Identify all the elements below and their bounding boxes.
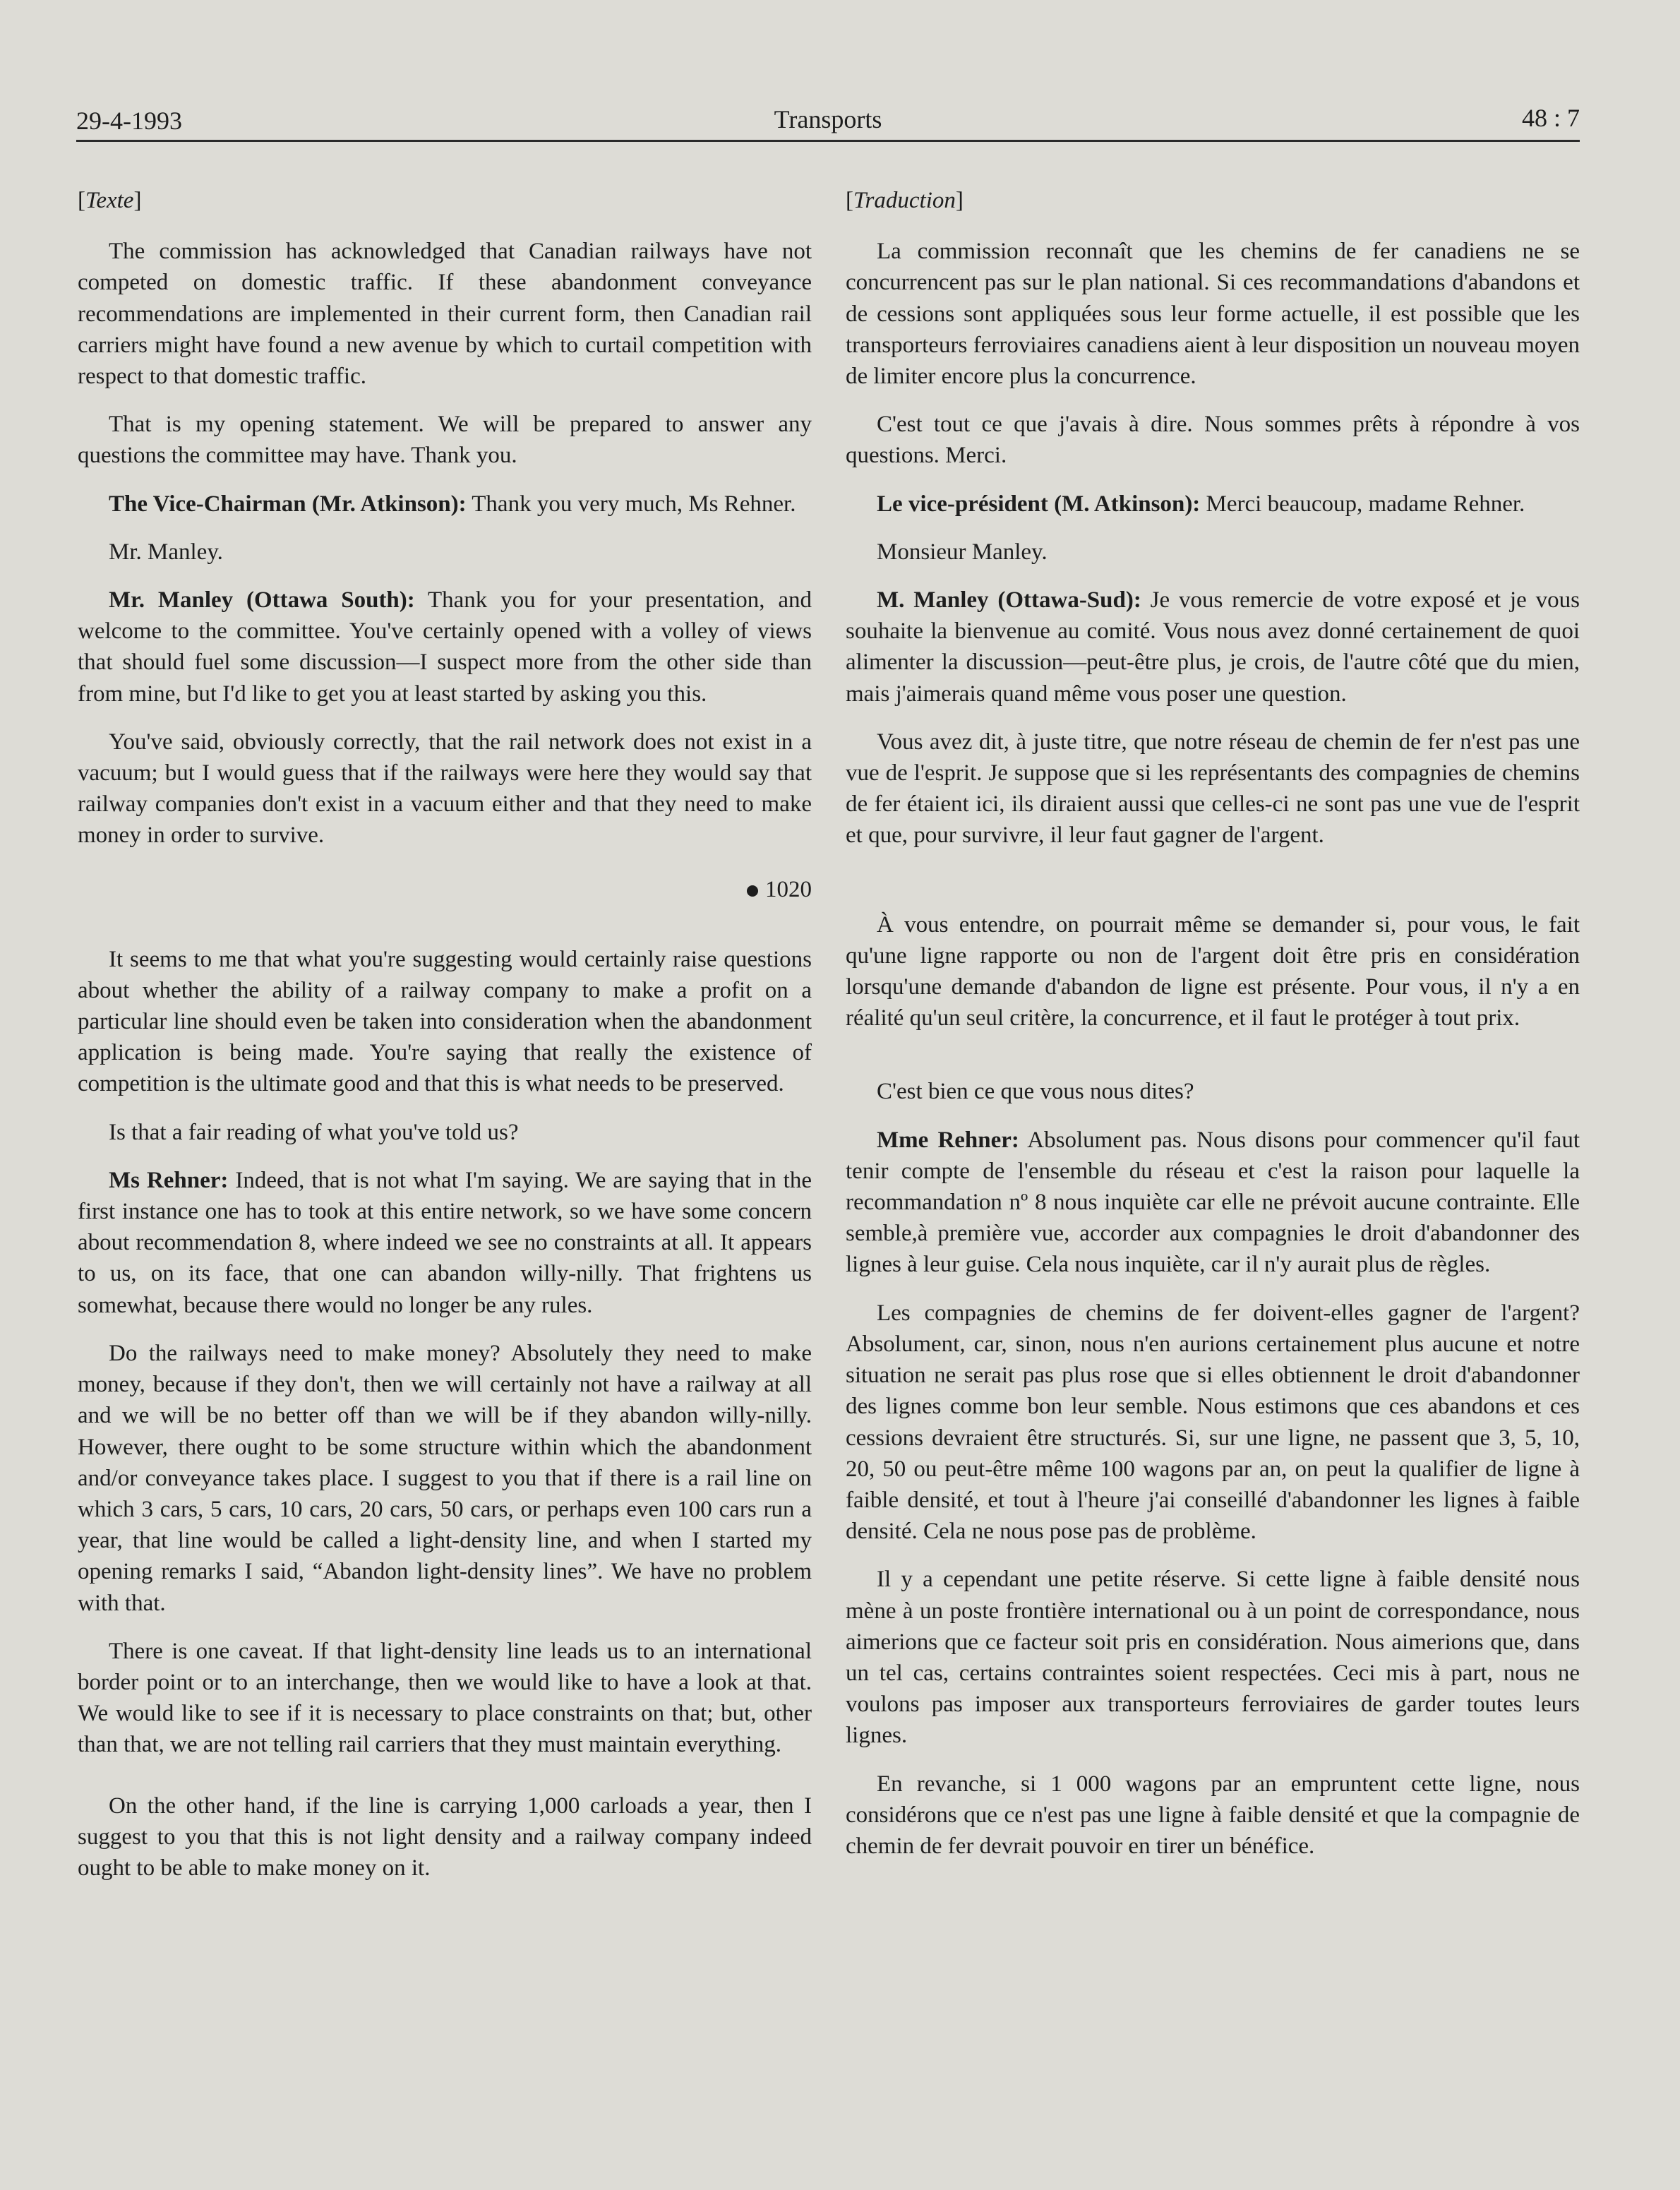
paragraph: On the other hand, if the line is carrying 1,000 carloads a year, then I suggest to you that this is not light density and a railway company indeed ought to be able to make money on it. — [78, 1793, 812, 1881]
paragraph: Is that a fair reading of what you've told us? — [109, 1119, 519, 1145]
header-date: 29-4-1993 — [76, 107, 182, 135]
paragraph: It seems to me that what you're suggesting would certainly raise questions about whether the ability of a railway company to make a profit on a particular line should even be taken into consideration when the abandonment application is being made. You're saying that really the existence of competition is the ultimate good and that this is what needs to be preserved. — [78, 946, 812, 1097]
speaker-paragraph: Mme Rehner: Absolument pas. Nous disons pour commencer qu'il faut tenir compte de l'ensemble du réseau et c'est la raison pour laquelle la recommandation nº 8 nous inquiète car elle ne prévoit aucune contrainte. Elle semble,à première vue, accorder aux compagnies le droit d'abandonner des lignes à leur guise. Cela nous inquiète, car il n'y aurait plus de règles. — [846, 1127, 1580, 1278]
english-column — [78, 185, 812, 1901]
paragraph: À vous entendre, on pourrait même se demander si, pour vous, le fait qu'une ligne rapporte ou non de l'argent doit être pris en considération lorsqu'une demande d'abandon de ligne est présente. Pour vous, il n'y a en réalité qu'un seul critère, la concurrence, et il faut le protéger à tout prix. — [846, 911, 1580, 1031]
paragraph: Monsieur Manley. — [877, 539, 1048, 565]
speaker-name: Le vice-président (M. Atkinson): — [877, 491, 1201, 517]
paragraph: Do the railways need to make money? Absolutely they need to make money, because if they don't, then we will certainly not have a railway at all and we will be no better off than we will be if they abandon willy-nilly. However, there ought to be some structure within which the abandonment and/or conveyance takes place. I suggest to you that if there is a rail line on which 3 cars, 5 cars, 10 cars, 20 cars, 50 cars, or perhaps even 100 cars run a year, that line would be called a light-density line, and when I started my opening remarks I said, “Abandon light-density lines”. We have no problem with that. — [78, 1340, 812, 1616]
language-tag: [Traduction] — [846, 188, 964, 213]
speaker-name: Mme Rehner: — [877, 1127, 1019, 1153]
paragraph: Vous avez dit, à juste titre, que notre réseau de chemin de fer n'est pas une vue de l'esprit. Je suppose que si les représentants des compagnies de chemins de fer étaient ici, ils diraient aussi que celles-ci ne sont pas une vue de l'esprit et que, pour survivre, il leur faut gagner de l'argent. — [846, 729, 1580, 849]
running-header — [76, 90, 1580, 142]
paragraph: You've said, obviously correctly, that the rail network does not exist in a vacuum; but I would guess that if the railways were here they would say that railway companies don't exist in a vacuum either and that they need to make money in order to survive. — [78, 729, 812, 849]
paragraph: The commission has acknowledged that Canadian railways have not competed on domestic traffic. If these abandonment conveyance recommendations are implemented in their current form, then Canadian rail carriers might have found a new avenue by which to curtail competition with respect to that domestic traffic. — [78, 239, 812, 390]
time-marker: 1020 — [78, 877, 812, 903]
paragraph: C'est bien ce que vous nous dites? — [877, 1079, 1194, 1105]
speaker-paragraph: Ms Rehner: Indeed, that is not what I'm saying. We are saying that in the first instance one has to took at this entire network, so we have some concern about recommendation 8, where indeed we see no constraints at all. It appears to us, on its face, that one can abandon willy-nilly. That frightens us somewhat, because there would no longer be any rules. — [78, 1167, 812, 1318]
speaker-name: M. Manley (Ottawa-Sud): — [877, 587, 1141, 614]
paragraph: La commission reconnaît que les chemins de fer canadiens ne se concurrencent pas sur le plan national. Si ces recommandations d'abandons et de cessions sont appliquées sous leur forme actuelle, il est possible que les transporteurs ferroviaires canadiens aient à leur disposition un nouveau moyen de limiter encore plus la concurrence. — [846, 239, 1580, 390]
speaker-name: The Vice-Chairman (Mr. Atkinson): — [109, 491, 467, 517]
bullet-icon — [747, 885, 758, 897]
speaker-name: Ms Rehner: — [109, 1167, 229, 1193]
speaker-name: Mr. Manley (Ottawa South): — [109, 587, 415, 614]
paragraph: Mr. Manley. — [109, 539, 223, 565]
language-tag: [Texte] — [78, 188, 142, 213]
speaker-paragraph: The Vice-Chairman (Mr. Atkinson): Thank you very much, Ms Rehner. — [109, 491, 796, 517]
paragraph: There is one caveat. If that light-density line leads us to an international border point or to an interchange, then we would like to have a look at that. We would like to see if it is necessary to place constraints on that; but, other than that, we are not telling rail carriers that they must maintain everything. — [78, 1638, 812, 1758]
paragraph: Il y a cependant une petite réserve. Si cette ligne à faible densité nous mène à un poste frontière international ou à un point de correspondance, nous aimerions que ce facteur soit pris en considération. Nous aimerions que, dans un tel cas, certains contraintes soient respectées. Ceci mis à part, nous ne voulons pas imposer aux transporteurs ferroviaires de garder toutes leurs lignes. — [846, 1567, 1580, 1749]
paragraph: En revanche, si 1 000 wagons par an empruntent cette ligne, nous considérons que ce n'est pas une ligne à faible densité et que la compagnie de chemin de fer devrait pouvoir en tirer un bénéfice. — [846, 1771, 1580, 1859]
french-column — [846, 185, 1580, 1879]
header-title: Transports — [774, 105, 882, 133]
paragraph: That is my opening statement. We will be prepared to answer any questions the committee may have. Thank you. — [78, 412, 812, 469]
paragraph: Les compagnies de chemins de fer doivent-elles gagner de l'argent? Absolument, car, sinon, nous n'en aurions certainement plus aucune et notre situation ne serait pas plus rose que si elles obtiennent le droit d'abandonner des lignes comme bon leur semble. Nous estimons que ces abandons et ces cessions devraient être structurés. Si, sur une ligne, ne passent que 3, 5, 10, 20, 50 ou peut-être même 100 wagons par an, on peut la qualifier de ligne à faible densité, et tout à l'heure j'ai conseillé d'abandonner les lignes à faible densité. Cela ne nous pose pas de problème. — [846, 1300, 1580, 1545]
speaker-paragraph: M. Manley (Ottawa-Sud): Je vous remercie de votre exposé et je vous souhaite la bienvenue au comité. Vous nous avez donné certainement de quoi alimenter la discussion—peut-être plus, je crois, de l'autre côté que du mien, mais j'aimerais quand même vous poser une question. — [846, 587, 1580, 707]
speaker-paragraph: Mr. Manley (Ottawa South): Thank you for your presentation, and welcome to the committee. You've certainly opened with a volley of views that should fuel some discussion—I suspect more from the other side than from mine, but I'd like to get you at least started by asking you this. — [78, 587, 812, 707]
paragraph: C'est tout ce que j'avais à dire. Nous sommes prêts à répondre à vos questions. Merci. — [846, 412, 1580, 469]
header-page-number: 48 : 7 — [1521, 104, 1580, 132]
speaker-paragraph: Le vice-président (M. Atkinson): Merci beaucoup, madame Rehner. — [877, 491, 1525, 517]
